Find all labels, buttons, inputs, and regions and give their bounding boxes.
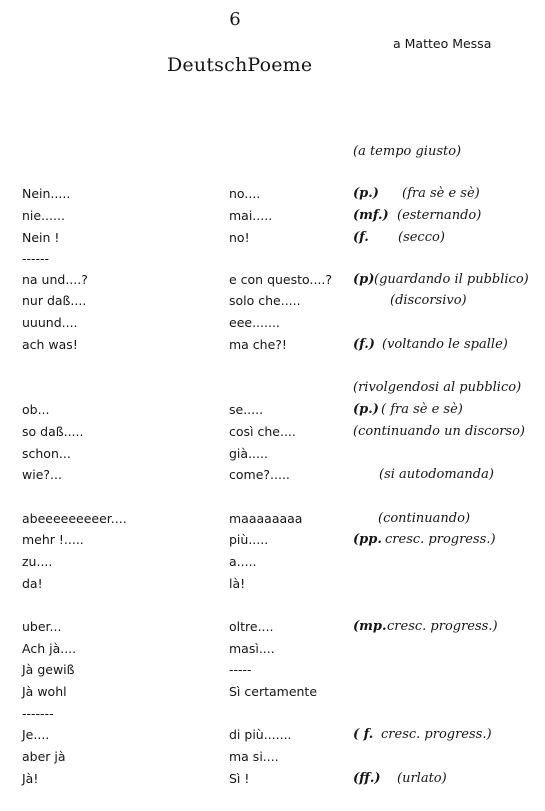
verse-line bbox=[0, 230, 545, 248]
dynamic-marking: (pp. bbox=[353, 532, 382, 547]
verse-line bbox=[0, 684, 545, 702]
german-text: ach was! bbox=[22, 337, 78, 352]
stage-direction: (continuando) bbox=[378, 511, 471, 526]
verse-line bbox=[0, 771, 545, 789]
verse-line bbox=[0, 186, 545, 204]
italian-text: di più....... bbox=[229, 727, 292, 742]
stage-direction: (esternando) bbox=[397, 208, 482, 223]
verse-line bbox=[0, 272, 545, 290]
verse-line bbox=[0, 337, 545, 355]
dedication: a Matteo Messa bbox=[393, 36, 492, 51]
stage-direction: (secco) bbox=[398, 230, 445, 245]
stage-direction: (discorsivo) bbox=[390, 293, 467, 308]
verse-line bbox=[0, 706, 545, 724]
german-text: ------- bbox=[22, 706, 54, 721]
italian-text: più..... bbox=[229, 532, 269, 547]
german-text: aber jà bbox=[22, 749, 66, 764]
italian-text: già..... bbox=[229, 446, 268, 461]
dynamic-marking: (p.) bbox=[353, 186, 379, 201]
verse-line bbox=[0, 208, 545, 226]
italian-text: Sì ! bbox=[229, 771, 250, 786]
german-text: Jà wohl bbox=[22, 684, 67, 699]
italian-text: no! bbox=[229, 230, 250, 245]
verse-line bbox=[0, 380, 545, 398]
italian-text: e con questo....? bbox=[229, 272, 332, 287]
verse-line bbox=[0, 727, 545, 745]
stage-direction: (urlato) bbox=[397, 771, 447, 786]
verse-line bbox=[0, 446, 545, 464]
tempo-marking: (a tempo giusto) bbox=[353, 144, 462, 159]
italian-text: Sì certamente bbox=[229, 684, 318, 699]
stage-direction: cresc. progress.) bbox=[387, 619, 498, 634]
verse-line bbox=[0, 641, 545, 659]
italian-text: ----- bbox=[229, 662, 252, 677]
italian-text: mai..... bbox=[229, 208, 273, 223]
german-text: so daß..... bbox=[22, 424, 84, 439]
german-text: Jà gewiß bbox=[22, 662, 75, 677]
italian-text: maaaaaaaa bbox=[229, 511, 303, 526]
italian-text: no.... bbox=[229, 186, 261, 201]
german-text: zu.... bbox=[22, 554, 53, 569]
dynamic-marking: (p.) bbox=[353, 402, 379, 417]
stage-direction: (fra sè e sè) bbox=[402, 186, 480, 201]
german-text: wie?... bbox=[22, 467, 62, 482]
german-text: Nein..... bbox=[22, 186, 71, 201]
verse-line bbox=[0, 532, 545, 550]
poem-title: DeutschPoeme bbox=[167, 54, 313, 76]
german-text: schon... bbox=[22, 446, 71, 461]
dynamic-marking: (p) bbox=[353, 272, 375, 287]
german-text: nur daß.... bbox=[22, 293, 87, 308]
italian-text: ma si.... bbox=[229, 749, 279, 764]
stage-direction: cresc. progress.) bbox=[385, 532, 496, 547]
verse-line bbox=[0, 619, 545, 637]
german-text: Je.... bbox=[22, 727, 50, 742]
page-number: 6 bbox=[229, 9, 241, 30]
german-text: uuund.... bbox=[22, 315, 78, 330]
italian-text: solo che..... bbox=[229, 293, 301, 308]
german-text: mehr !..... bbox=[22, 532, 84, 547]
german-text: Nein ! bbox=[22, 230, 60, 245]
german-text: Ach jà.... bbox=[22, 641, 77, 656]
verse-line bbox=[0, 251, 545, 269]
dynamic-marking: ( f. bbox=[353, 727, 374, 742]
verse-line bbox=[0, 576, 545, 594]
italian-text: masì.... bbox=[229, 641, 275, 656]
stage-direction: cresc. progress.) bbox=[381, 727, 492, 742]
verse-line bbox=[0, 467, 545, 485]
german-text: uber... bbox=[22, 619, 62, 634]
italian-text: se..... bbox=[229, 402, 264, 417]
verse-line bbox=[0, 662, 545, 680]
italian-text: come?..... bbox=[229, 467, 290, 482]
verse-line bbox=[0, 402, 545, 420]
dynamic-marking: (mf.) bbox=[353, 208, 389, 223]
italian-text: ma che?! bbox=[229, 337, 287, 352]
verse-line bbox=[0, 315, 545, 333]
italian-text: a..... bbox=[229, 554, 257, 569]
verse-line bbox=[0, 511, 545, 529]
german-text: na und....? bbox=[22, 272, 88, 287]
dynamic-marking: (ff.) bbox=[353, 771, 381, 786]
dynamic-marking: (f.) bbox=[353, 337, 375, 352]
german-text: ------ bbox=[22, 251, 50, 266]
german-text: ob... bbox=[22, 402, 50, 417]
italian-text: là! bbox=[229, 576, 246, 591]
italian-text: così che.... bbox=[229, 424, 296, 439]
verse-line bbox=[0, 293, 545, 311]
german-text: da! bbox=[22, 576, 43, 591]
verse-line bbox=[0, 424, 545, 442]
german-text: abeeeeeeeeer.... bbox=[22, 511, 127, 526]
italian-text: oltre.... bbox=[229, 619, 274, 634]
stage-direction: (rivolgendosi al pubblico) bbox=[353, 380, 522, 395]
stage-direction: (si autodomanda) bbox=[379, 467, 494, 482]
verse-line bbox=[0, 749, 545, 767]
verse-line bbox=[0, 554, 545, 572]
german-text: nie...... bbox=[22, 208, 65, 223]
stage-direction: (continuando un discorso) bbox=[353, 424, 526, 439]
dynamic-marking: (f. bbox=[353, 230, 369, 245]
stage-direction: ( fra sè e sè) bbox=[381, 402, 463, 417]
dynamic-marking: (mp. bbox=[353, 619, 387, 634]
italian-text: eee....... bbox=[229, 315, 280, 330]
german-text: Jà! bbox=[22, 771, 39, 786]
stage-direction: (guardando il pubblico) bbox=[374, 272, 529, 287]
stage-direction: (voltando le spalle) bbox=[382, 337, 508, 352]
